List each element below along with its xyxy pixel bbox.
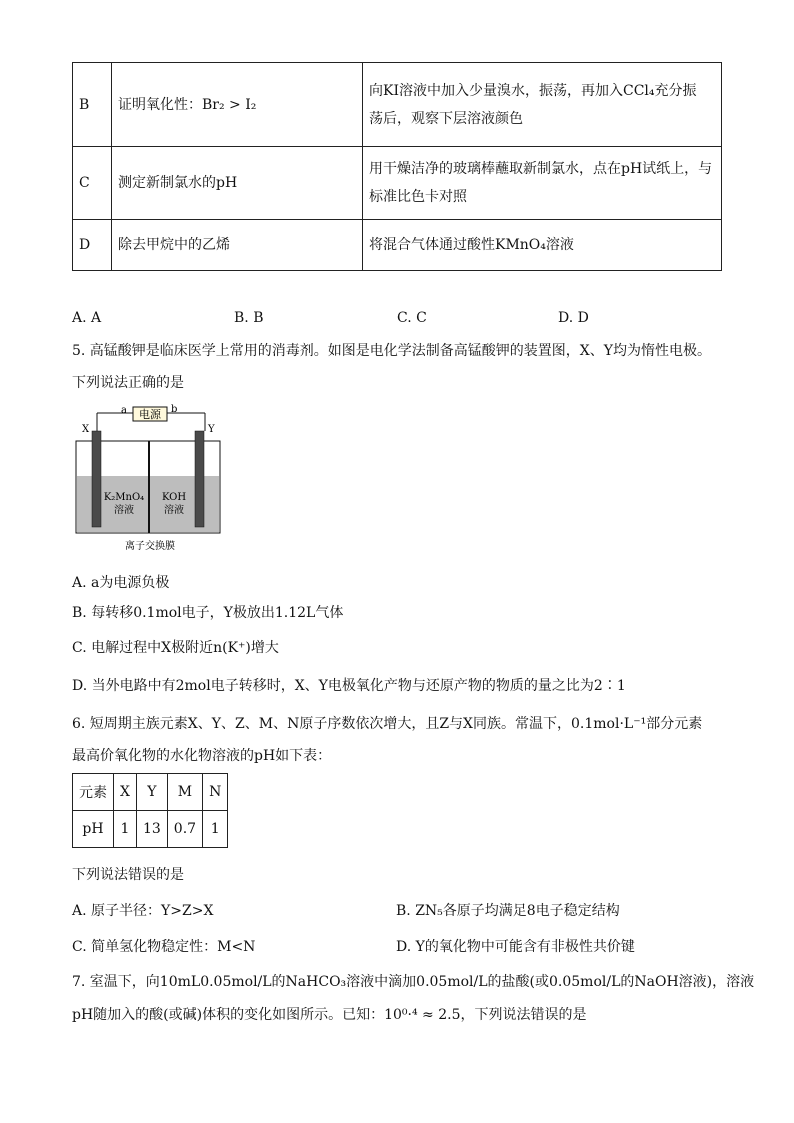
experiment-table — [72, 62, 722, 271]
q7-stem-line2: pH随加入的酸(或碱)体积的变化如图所示。已知：10⁰·⁴ ≈ 2.5，下列说法错误的是 — [72, 1007, 587, 1023]
row-label: B — [73, 63, 112, 147]
table-cell: 1 — [203, 811, 228, 848]
row-label: D — [73, 220, 112, 271]
electrode-x — [92, 431, 101, 527]
row-label: C — [73, 147, 112, 220]
electrode-x-label: X — [82, 424, 90, 435]
q5-option-c[interactable]: C. 电解过程中X极附近n(K⁺)增大 — [72, 640, 279, 656]
table-row — [73, 774, 228, 811]
q5-option-d[interactable]: D. 当外电路中有2mol电子转移时，X、Y电极氧化产物与还原产物的物质的量之比为2∶1 — [72, 678, 626, 694]
left-solution-label: 溶液 — [114, 505, 134, 516]
row-operation: 向KI溶液中加入少量溴水，振荡，再加入CCl₄充分振 荡后，观察下层溶液颜色 — [363, 63, 722, 147]
q6-option-b[interactable]: B. ZN₅各原子均满足8电子稳定结构 — [396, 903, 620, 919]
q6-option-c[interactable]: C. 简单氢化物稳定性：M<N — [72, 939, 256, 955]
table-row — [73, 220, 722, 271]
q6-option-d[interactable]: D. Y的氧化物中可能含有非极性共价键 — [396, 939, 635, 955]
left-solution-label: K₂MnO₄ — [103, 492, 145, 503]
electrode-y — [195, 431, 204, 527]
q6-question: 下列说法错误的是 — [72, 867, 184, 883]
table-header-cell: Y — [136, 774, 167, 811]
table-header-cell: N — [203, 774, 228, 811]
power-label: 电源 — [139, 408, 161, 421]
q6-option-a[interactable]: A. 原子半径：Y>Z>X — [72, 903, 214, 919]
electrolysis-diagram — [72, 403, 228, 555]
row-purpose: 证明氧化性：Br₂ > I₂ — [112, 63, 363, 147]
q5-option-b[interactable]: B. 每转移0.1mol电子，Y极放出1.12L气体 — [72, 605, 344, 621]
q6-stem-line2: 最高价氧化物的水化物溶液的pH如下表： — [72, 748, 332, 764]
terminal-b-label: b — [171, 404, 178, 415]
option-d[interactable]: D. D — [558, 310, 589, 326]
row-purpose: 除去甲烷中的乙烯 — [112, 220, 363, 271]
q7-stem-line1: 7. 室温下，向10mL0.05mol/L的NaHCO₃溶液中滴加0.05mol/L的盐酸(或0.05mol/L的NaOH溶液)，溶液 — [72, 974, 755, 990]
table-row — [73, 63, 722, 147]
option-c[interactable]: C. C — [397, 310, 427, 326]
right-solution-label: 溶液 — [164, 505, 184, 516]
q6-stem-line1: 6. 短周期主族元素X、Y、Z、M、N原子序数依次增大，且Z与X同族。常温下，0.1mol·L⁻¹部分元素 — [72, 716, 703, 732]
terminal-a-label: a — [121, 405, 127, 416]
electrode-y-label: Y — [208, 424, 215, 435]
table-row — [73, 147, 722, 220]
q4-options — [72, 310, 722, 330]
option-b[interactable]: B. B — [234, 310, 264, 326]
row-operation: 用干燥洁净的玻璃棒蘸取新制氯水，点在pH试纸上，与 标准比色卡对照 — [363, 147, 722, 220]
table-cell: 13 — [136, 811, 167, 848]
membrane-label: 离子交换膜 — [125, 541, 175, 552]
row-purpose: 测定新制氯水的pH — [112, 147, 363, 220]
table-cell: pH — [73, 811, 114, 848]
q5-option-a[interactable]: A. a为电源负极 — [72, 575, 170, 591]
table-header-cell: X — [114, 774, 137, 811]
ph-table — [72, 773, 228, 848]
row-operation: 将混合气体通过酸性KMnO₄溶液 — [363, 220, 722, 271]
right-solution-label: KOH — [161, 492, 187, 503]
table-cell: 0.7 — [167, 811, 202, 848]
table-header-cell: M — [167, 774, 202, 811]
option-a[interactable]: A. A — [72, 310, 102, 326]
q5-stem-line2: 下列说法正确的是 — [72, 375, 184, 391]
table-row — [73, 811, 228, 848]
table-header-cell: 元素 — [73, 774, 114, 811]
q5-stem-line1: 5. 高锰酸钾是临床医学上常用的消毒剂。如图是电化学法制备高锰酸钾的装置图，X、Y均为惰性电极。 — [72, 343, 712, 359]
table-cell: 1 — [114, 811, 137, 848]
